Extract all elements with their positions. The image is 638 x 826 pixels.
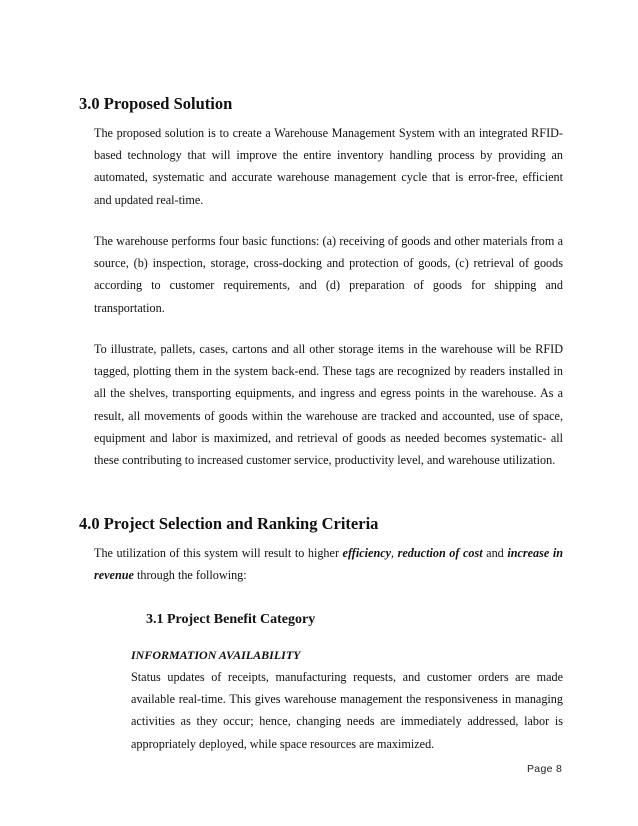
paragraph-information-availability: Status updates of receipts, manufacturing requests, and customer orders are made available real-time. This gives warehouse management the responsiveness in managing activities as they occur; hence, changing needs are immediately addressed, labor is appropriately deployed, while space resources are maximized. bbox=[131, 670, 563, 751]
intro-separator-2: and bbox=[482, 546, 508, 560]
paragraph-proposed-solution: The proposed solution is to create a Warehouse Management System with an integrated RFID-based technology that will improve the entire inventory handling process by providing an automated, systematic and accurate warehouse management cycle that is error-free, efficient and updated real-time. bbox=[94, 126, 563, 207]
subsection-heading-benefit-category: 3.1 Project Benefit Category bbox=[146, 612, 316, 627]
intro-suffix: through the following: bbox=[133, 568, 247, 583]
section-heading-proposed-solution: 3.0 Proposed Solution bbox=[79, 94, 233, 113]
intro-separator-1: , bbox=[391, 546, 398, 560]
benefit-title-information-availability: INFORMATION AVAILABILITY bbox=[131, 648, 301, 662]
page-number: Page 8 bbox=[527, 763, 563, 775]
paragraph-rfid-illustration: To illustrate, pallets, cases, cartons and all other storage items in the warehouse will be RFID tagged, plotting them in the system back-end. These tags are recognized by readers installed in all the shelves, transporting equipments, and ingress and egress points in the warehouse. As a result, all movements of goods within the warehouse are tracked and accounted, use of space, equipment and labor is maximized, and retrieval of goods as needed becomes systematic- all these contributing to increased customer service, productivity level, and warehouse utilization. bbox=[94, 342, 563, 468]
intro-prefix: The utilization of this system will result to higher bbox=[94, 546, 343, 560]
emphasis-reduction-of-cost: reduction of cost bbox=[397, 546, 483, 560]
section-heading-project-selection: 4.0 Project Selection and Ranking Criteria bbox=[79, 514, 379, 533]
emphasis-increase-in-revenue: increase in revenue bbox=[94, 546, 563, 583]
paragraph-warehouse-functions: The warehouse performs four basic functions: (a) receiving of goods and other materials from a source, (b) inspection, storage, cross-docking and protection of goods, (c) retrieval of goods according to customer requirements, and (d) preparation of goods for shipping and transportation. bbox=[94, 234, 563, 315]
paragraph-utilization-intro bbox=[94, 542, 563, 586]
emphasis-efficiency: efficiency bbox=[342, 546, 392, 560]
